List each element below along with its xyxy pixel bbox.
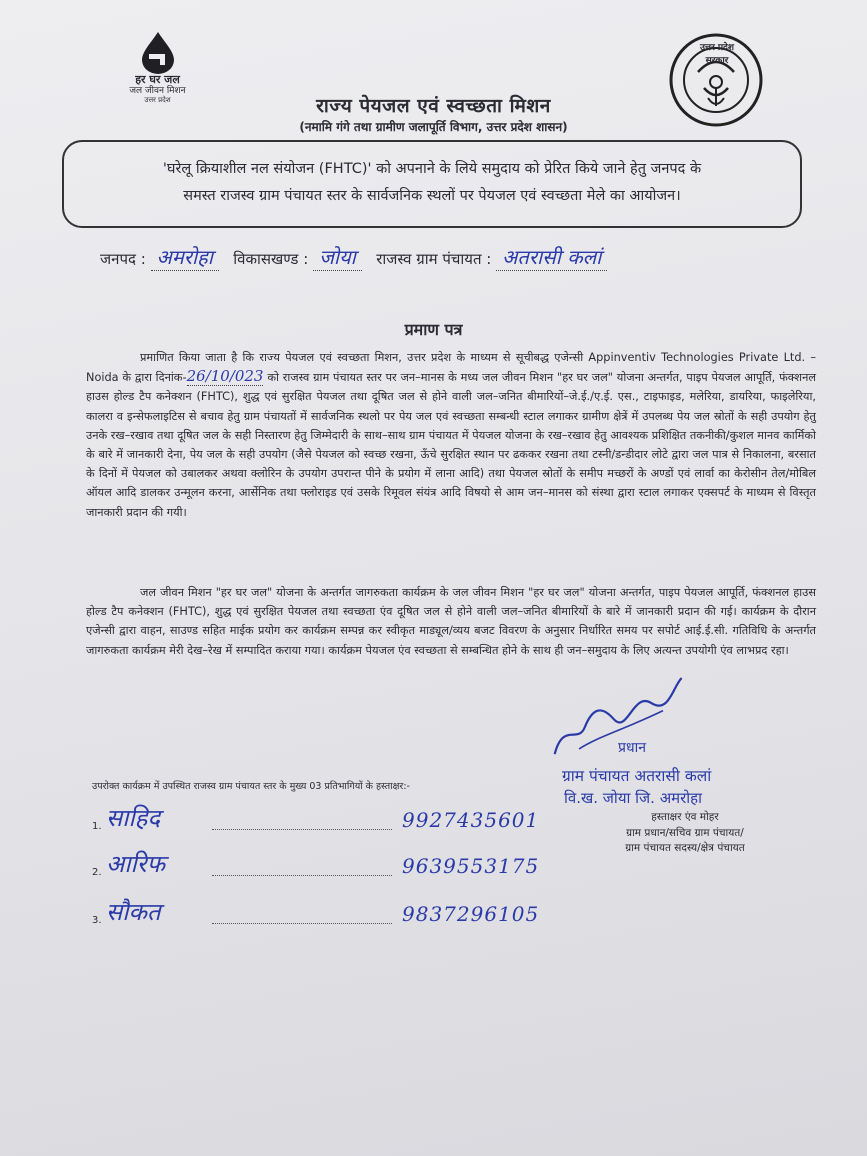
sign-label-line-3: ग्राम पंचायत सदस्य/क्षेत्र पंचायत <box>625 842 745 854</box>
dotted-line <box>212 829 392 830</box>
seal-caption: उत्तर प्रदेश सरकार <box>700 43 734 66</box>
participant-signature: सौकत <box>106 898 161 926</box>
district-label: जनपद : <box>100 250 146 268</box>
event-date: 26/10/023 <box>186 367 264 386</box>
sign-label-line-2: ग्राम प्रधान/सचिव ग्राम पंचायत/ <box>626 826 744 839</box>
district-value: अमरोहा <box>151 243 219 271</box>
event-banner <box>62 140 802 228</box>
attendance-intro: उपरोक्त कार्यक्रम में उपस्थित राजस्व ग्राम पंचायत स्तर के मुख्य 03 प्रतिभागियों के हस्ताक्षर:- <box>92 781 410 792</box>
participant-signature: आरिफ <box>106 850 166 878</box>
participant-number: 1. <box>92 821 102 832</box>
block-value: जोया <box>313 243 362 271</box>
certificate-paragraph-2 <box>86 583 816 660</box>
participant-phone: 9837296105 <box>402 902 540 926</box>
sign-label-line-1: हस्ताक्षर एंव मोहर <box>651 811 719 823</box>
logo-line-1: हर घर जल <box>135 73 180 86</box>
stamp-block: वि.ख. जोया जि. अमरोहा <box>564 789 703 807</box>
participant-signature: साहिद <box>106 804 161 832</box>
participant-row <box>92 848 540 880</box>
para2-text: जल जीवन मिशन "हर घर जल" योजना के अन्तर्गत जागरुकता कार्यक्रम के जल जीवन मिशन "हर घर जल" योजना अन्तर्गत, पाइप पेयजल आपूर्ति, फंक्शनल हाउस होल्ड टैप कनेक्शन (FHTC), शुद्ध एवं सुरक्षित पेयजल तथा स्वच्छता एंव दूषित जल से होने वाली जल–जनित बीमारियों के बारे में जानकारी प्रदान की गई। कार्यक्रम के दौरान एजेन्सी द्वारा वाहन, साउण्ड सहित माईक प्रयोग कर कार्यक्रम सम्पन्न कर स्वीकृत माड्यूल/व्यय बजट विवरण के अनुसार निर्धारित समय पर सपोर्ट आई.ई.सी. गतिविधि के अन्तर्गत जागरुकता कार्यक्रम मेरी देख–रेख में सम्पादित कराया गया। कार्यक्रम पेयजल एंव स्वच्छता से सम्बन्धित होने के साथ ही जन–समुदाय के लिए अत्यन्त उपयोगी एंव लाभप्रद रहा। <box>86 586 816 657</box>
participant-row <box>92 896 540 928</box>
stamp-gram-panchayat: ग्राम पंचायत अतरासी कलां <box>562 767 712 785</box>
banner-line-1: 'घरेलू क्रियाशील नल संयोजन (FHTC)' को अपनाने के लिये समुदाय को प्रेरित किये जाने हेतु जनपद के <box>162 161 702 177</box>
block-label: विकासखण्ड : <box>233 250 309 268</box>
logo-line-2: जल जीवन मिशन <box>129 86 186 96</box>
page-title: राज्य पेयजल एवं स्वच्छता मिशन <box>316 95 551 117</box>
water-drop-icon <box>136 30 180 74</box>
logo-line-3: उत्तर प्रदेश <box>144 96 171 104</box>
para1-text-a: प्रमाणित किया जाता है कि राज्य पेयजल एवं स्वच्छता मिशन, उत्तर प्रदेश के माध्यम से सूचीबद्ध एजेन्सी Appinventiv Technologies Private Ltd. – Noida के द्वारा दिनांक- <box>86 351 816 385</box>
participant-phone: 9927435601 <box>402 808 540 832</box>
panchayat-label: राजस्व ग्राम पंचायत : <box>376 250 492 268</box>
pradhan-designation: प्रधान <box>618 740 646 756</box>
participant-number: 3. <box>92 915 102 926</box>
banner-line-2: समस्त राजस्व ग्राम पंचायत स्तर के सार्वजनिक स्थलों पर पेयजल एवं स्वच्छता मेले का आयोजन। <box>183 188 681 204</box>
certificate-paragraph-1 <box>86 348 816 522</box>
dotted-line <box>212 875 392 876</box>
participant-number: 2. <box>92 867 102 878</box>
participant-phone: 9639553175 <box>402 854 540 878</box>
location-row <box>100 243 830 271</box>
dotted-line <box>212 923 392 924</box>
participant-row <box>92 802 540 834</box>
para1-text-b: को राजस्व ग्राम पंचायत स्तर पर जन–मानस के मध्य जल जीवन मिशन "हर घर जल" योजना अन्तर्गत, पाइप पेयजल आपूर्ति, फंक्शनल हाउस होल्ड टैप कनेक्शन (FHTC), शुद्ध एवं सुरक्षित पेयजल तथा दूषित जल से होने वाली जल–जनित बीमारियों–जे.ई./ए.ई. एस., टाइफाइड, मलेरिया, डायरिया, फाइलेरिया, कालरा व इन्सेफलाइटिस से बचाव हेतु ग्राम पंचायतों में सार्वजनिक स्थलो पर पेय जल एवं स्वच्छता सम्बन्धी स्टाल लगाकर ग्रामीण क्षेत्रें में उपलब्ध पेय जल स्रोतों के सही उपयोग हेतु उनके रख–रखाव तथा दूषित जल के सही निस्तारण हेतु जिम्मेदारी के साथ–साथ ग्राम पंचायत में पेयजल योजना के रख–रखाव हेतु आवश्यक प्रशिक्षित तकनीकी/कुशल मानव कार्मिको के बारे में जानकारी देना, पेय जल के सही उपयोग (जैसे पेयजल को स्वच्छ रखना, ऊँचे सुरक्षित स्थान पर ढककर रखना तथा टस्नी/डन्डीदार लोटे द्वारा जल पात्र से निकालना, बरसात के दिनों में पेयजल को उबालकर अथवा क्लोरिन के उपयोग उपरान्त पीने के प्रयोग में लाना आदि) तथा पेयजल स्रोतों के समीप मच्छरों के अण्डों एवं लार्वा का केरोसीन तेल/मोबिल ऑयल आदि डालकर उन्मूलन करना, आर्सेनिक तथा फ्लोराइड एवं उसके रिमूवल संयंत्र आदि विषयो से आम जन–मानस को संस्था द्वारा स्टाल लगाकर एक्सपर्ट के माध्यम से विस्तृत जानकारी प्रदान की गयी। <box>86 371 816 519</box>
signature-label <box>555 810 815 857</box>
page-subtitle: (नमामि गंगे तथा ग्रामीण जलापूर्ति विभाग, उत्तर प्रदेश शासन) <box>299 120 568 134</box>
certificate-heading: प्रमाण पत्र <box>404 320 463 339</box>
panchayat-value: अतरासी कलां <box>496 243 607 271</box>
